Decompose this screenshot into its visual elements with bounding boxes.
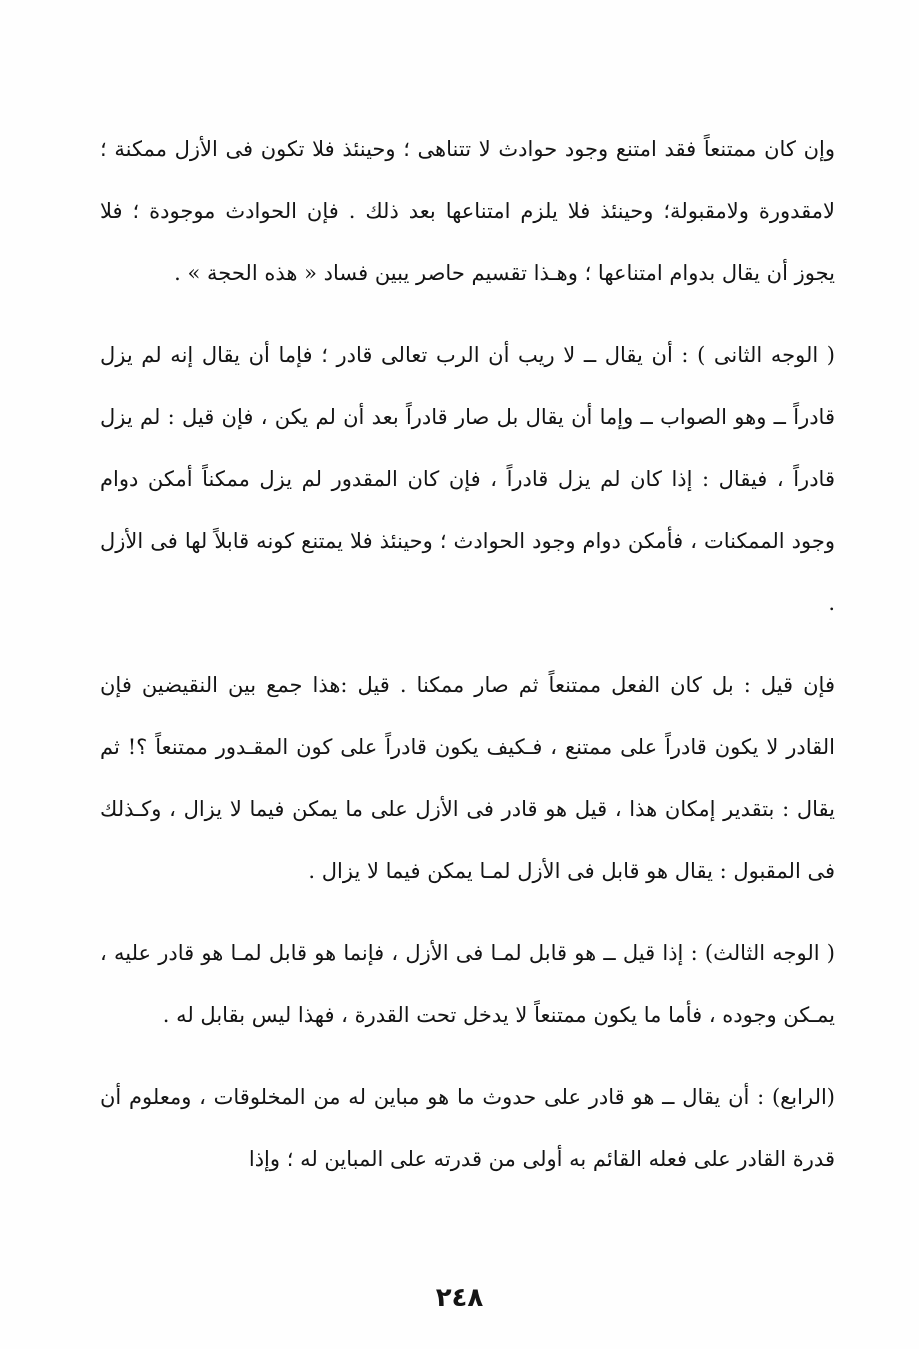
paragraph-1: وإن كان ممتنعاً فقد امتنع وجود حوادث لا تتناهى ؛ وحينئذ فلا تكون فى الأزل ممكنة ؛ لامقدورة ولامقبولة؛ وحينئذ فلا يلزم امتناعها بعد ذلك . فإن الحوادث موجودة ؛ فلا يجوز أن يقال بدوام امتناعها ؛ وهـذا تقسيم حاصر يبين فساد « هذه الحجة » .	[100, 137, 835, 285]
page-number: ٢٤٨	[435, 1283, 484, 1313]
paragraph-2: ( الوجه الثانى ) : أن يقال ــ لا ريب أن الرب تعالى قادر ؛ فإما أن يقال إنه لم يزل قادراً ــ وهو الصواب ــ وإما أن يقال بل صار قادراً بعد أن لم يكن ، فإن قيل : لم يزل قادراً ، فيقال : إذا كان لم يزل قادراً ، فإن كان المقدور لم يزل ممكناً أمكن دوام وجود الممكنات ، فأمكن دوام وجود الحوادث ؛ وحينئذ فلا يمتنع كونه قابلاً لها فى الأزل .	[100, 343, 835, 615]
paragraph-4: ( الوجه الثالث) : إذا قيل ــ هو قابل لمـا فى الأزل ، فإنما هو قابل لمـا هو قادر عليه ، يمـكن وجوده ، فأما ما يكون ممتنعاً لا يدخل تحت القدرة ، فهذا ليس بقابل له .	[100, 941, 835, 1027]
paragraph-5: (الرابع) : أن يقال ــ هو قادر على حدوث ما هو مباين له من المخلوقات ، ومعلوم أن قدرة القادر على فعله القائم به أولى من قدرته على المباين له ؛ وإذا	[100, 1085, 835, 1171]
paragraph-3: فإن قيل : بل كان الفعل ممتنعاً ثم صار ممكنا . قيل :هذا جمع بين النقيضين فإن القادر لا يكون قادراً على ممتنع ، فـكيف يكون قادراً على كون المقـدور ممتنعاً ؟! ثم يقال : بتقدير إمكان هذا ، قيل هو قادر فى الأزل على ما يمكن فيما لا يزال ، وكـذلك فى المقبول : يقال هو قابل فى الأزل لمـا يمكن فيما لا يزال .	[100, 673, 835, 883]
main-text	[100, 118, 835, 1190]
